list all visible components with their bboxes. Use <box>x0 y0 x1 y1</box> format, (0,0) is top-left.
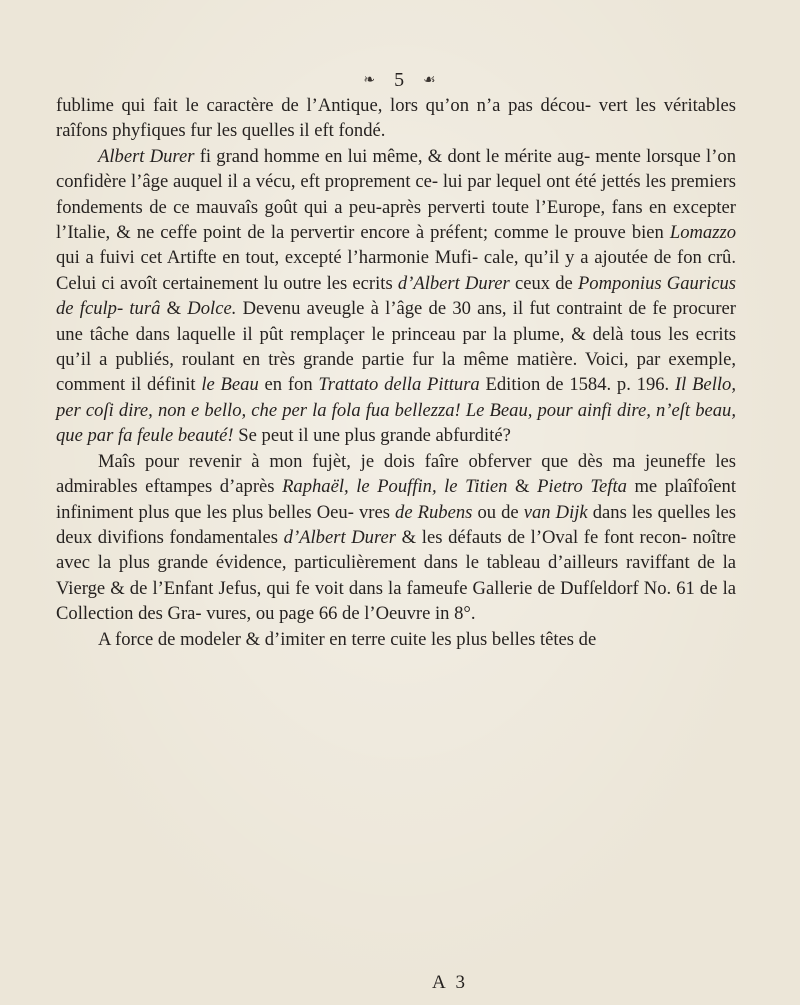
paragraph-2 <box>56 144 736 449</box>
text-run: A force de modeler & d’imiter en terre cuite les plus belles têtes de <box>98 628 597 650</box>
text-run: fublime qui fait le caractère de l’Antique, lors qu’on n’a pas décou- vert les véritables raîfons phyfiques fur les quelles il eft fondé. <box>56 95 736 142</box>
italic-run: Pietro Tefta <box>537 476 627 498</box>
signature-text: A 3 <box>432 972 468 993</box>
ornament-right-icon: ☙ <box>423 72 437 88</box>
text-run: me plaîfoîent infiniment plus que les plus belles Oeu- vres <box>56 476 736 523</box>
italic-run: van Dijk <box>523 501 588 523</box>
page-header <box>0 68 800 92</box>
paragraph-3 <box>56 449 736 627</box>
page-number: 5 <box>394 68 406 91</box>
text-run: & <box>507 476 538 498</box>
text-run: Maîs pour revenir à mon fujèt, je dois faîre obferver que dès ma jeuneffe les admirables eftampes d’après <box>56 450 736 498</box>
text-run: & les défauts de l’Oval fe font recon- noître avec la plus grande évidence, particulièrement dans le tableau d’ailleurs raviffant de la Vierge & de l’Enfant Jefus, qui fe voit dans la fameufe Gallerie de Dufſeldorf No. 61 de la Collection des Gra- vures, ou page 66 de l’Oeuvre in 8°. <box>56 526 737 625</box>
italic-run: d’Albert Durer <box>283 526 397 548</box>
italic-run: d’Albert Durer <box>397 272 510 294</box>
text-run: & <box>160 298 188 320</box>
italic-run: Dolce. <box>187 298 237 320</box>
text-run: ou de <box>472 501 524 523</box>
italic-run: Raphaël, le Pouffin, le Titien <box>282 476 508 498</box>
text-run: Devenu aveugle à l’âge de 30 ans, il fut contraint de fe procurer une tâche dans laquelle il pût remplaçer le princeau par la plume, & delà tous les ecrits qu’il a publiés, roulant en très grande partie fur la même matière. Voici, par exemple, comment il définit <box>56 298 736 396</box>
text-run: Edition de 1584. p. 196. <box>479 374 675 396</box>
italic-run: le Beau <box>201 374 259 396</box>
italic-run: de Rubens <box>395 501 473 523</box>
body-text <box>56 93 736 652</box>
paragraph-1 <box>56 93 736 144</box>
text-run: qui a fuivi cet Artifte en tout, excepté l’harmonie Mufi- cale, qu’il y a ajoutée de fon crû. Celui ci avoît certainement lu outre les ecrits <box>56 247 736 294</box>
ornament-left-icon: ❧ <box>363 72 377 88</box>
italic-run: Pomponius Gauricus de fculp- turâ <box>56 272 736 320</box>
italic-run: Lomazzo <box>669 222 736 244</box>
text-run: Se peut il une plus grande abfurdité? <box>233 425 511 447</box>
text-run: fi grand homme en lui même, & dont le mérite aug- mente lorsque l’on confidère l’âge auquel il a vécu, eft proprement ce- lui par lequel ont été jettés les premiers fondements de ce mauvaîs goût qui a peu-après perverti toute l’Europe, fans en excepter l’Italie, & ne ceffe point de la pervertir encore à préfent; comme le prouve bien <box>56 145 736 244</box>
italic-run: Il Bello, per coſi dire, non e bello, che per la fola fua bellezza! Le Beau, pour ainfi dire, n’eſt beau, que par fa feule beauté! <box>56 374 736 447</box>
italic-run: Albert Durer <box>98 145 195 167</box>
paragraph-4 <box>56 627 736 652</box>
italic-run: Trattato della Pittura <box>318 374 480 396</box>
text-run: en fon <box>258 374 319 396</box>
text-run: ceux de <box>509 272 578 294</box>
text-run: dans les quelles les deux divifions fondamentales <box>56 501 737 548</box>
